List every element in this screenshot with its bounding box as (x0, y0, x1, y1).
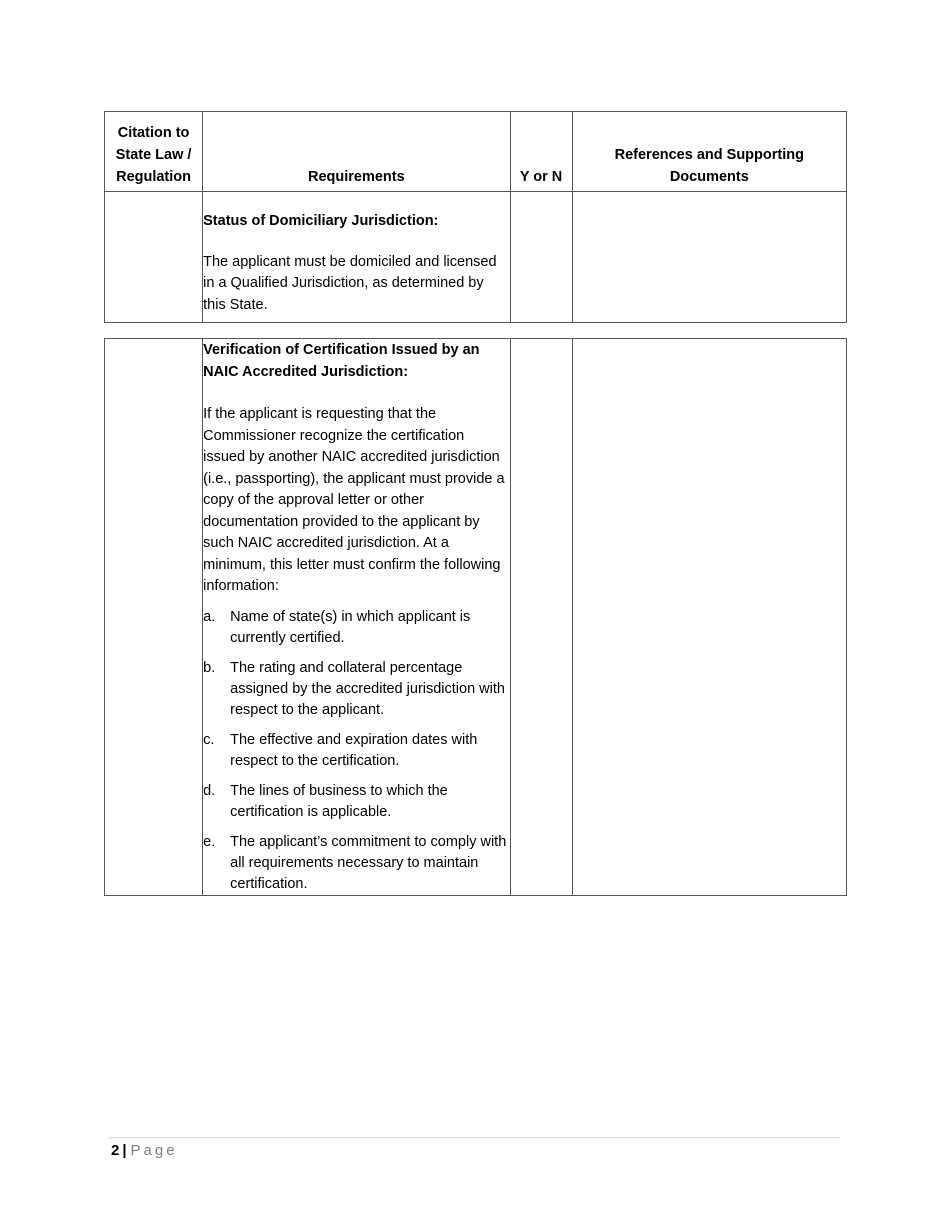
y-or-n-cell[interactable] (510, 192, 572, 323)
list-item (203, 781, 509, 823)
list-item (203, 658, 509, 721)
list-text: Name of state(s) in which applicant is currently certified. (230, 608, 471, 646)
requirements-table-bottom (104, 338, 847, 896)
header-citation-line2: State Law / (115, 147, 192, 163)
list-item (203, 832, 509, 895)
header-y-or-n: Y or N (510, 112, 572, 192)
page-footer (111, 1141, 178, 1161)
header-references-line2: Documents (669, 169, 749, 185)
header-citation (105, 112, 203, 192)
header-references-line1: References and Supporting (614, 147, 804, 163)
page-number: 2 (111, 1142, 120, 1159)
list-marker: c. (203, 731, 215, 748)
references-cell[interactable] (572, 192, 846, 323)
page-label: Page (130, 1142, 178, 1159)
list-text: The rating and collateral percentage assigned by the accredited jurisdiction with respect to the applicant. (230, 659, 505, 718)
list-text: The applicant’s commitment to comply with all requirements necessary to maintain certification. (230, 833, 507, 892)
section-body: The applicant must be domiciled and licensed in a Qualified Jurisdiction, as determined by this State. (203, 253, 497, 313)
list-marker: d. (203, 782, 216, 799)
footer-divider (108, 1137, 840, 1138)
references-cell[interactable] (572, 339, 846, 896)
list-item (203, 607, 509, 649)
citation-cell[interactable] (105, 339, 203, 896)
requirement-list (203, 607, 509, 895)
table-header-row (105, 112, 847, 192)
list-text: The effective and expiration dates with respect to the certification. (230, 731, 478, 769)
requirements-table-top (104, 111, 847, 323)
list-item (203, 730, 509, 772)
requirement-cell (203, 192, 510, 323)
header-citation-line1: Citation to (117, 125, 190, 141)
list-marker: b. (203, 659, 216, 676)
header-references (572, 112, 846, 192)
section-title: Status of Domiciliary Jurisdiction: (203, 213, 439, 229)
list-marker: e. (203, 833, 216, 850)
header-citation-line3: Regulation (116, 169, 192, 185)
requirement-cell (203, 339, 510, 896)
list-text: The lines of business to which the certification is applicable. (230, 782, 448, 820)
page-separator: | (122, 1142, 127, 1159)
table-row (105, 192, 847, 323)
y-or-n-cell[interactable] (510, 339, 572, 896)
section-body: If the applicant is requesting that the Commissioner recognize the certification issued by another NAIC accredited jurisdiction (i.e., passporting), the applicant must provide a copy of the approval letter or other documentation provided to the applicant by such NAIC accredited jurisdiction. At a minimum, this letter must confirm the following information: (203, 406, 505, 594)
section-title: Verification of Certification Issued by an NAIC Accredited Jurisdiction: (203, 342, 480, 380)
list-marker: a. (203, 608, 216, 625)
table-row (105, 339, 847, 896)
citation-cell[interactable] (105, 192, 203, 323)
header-requirements: Requirements (203, 112, 510, 192)
